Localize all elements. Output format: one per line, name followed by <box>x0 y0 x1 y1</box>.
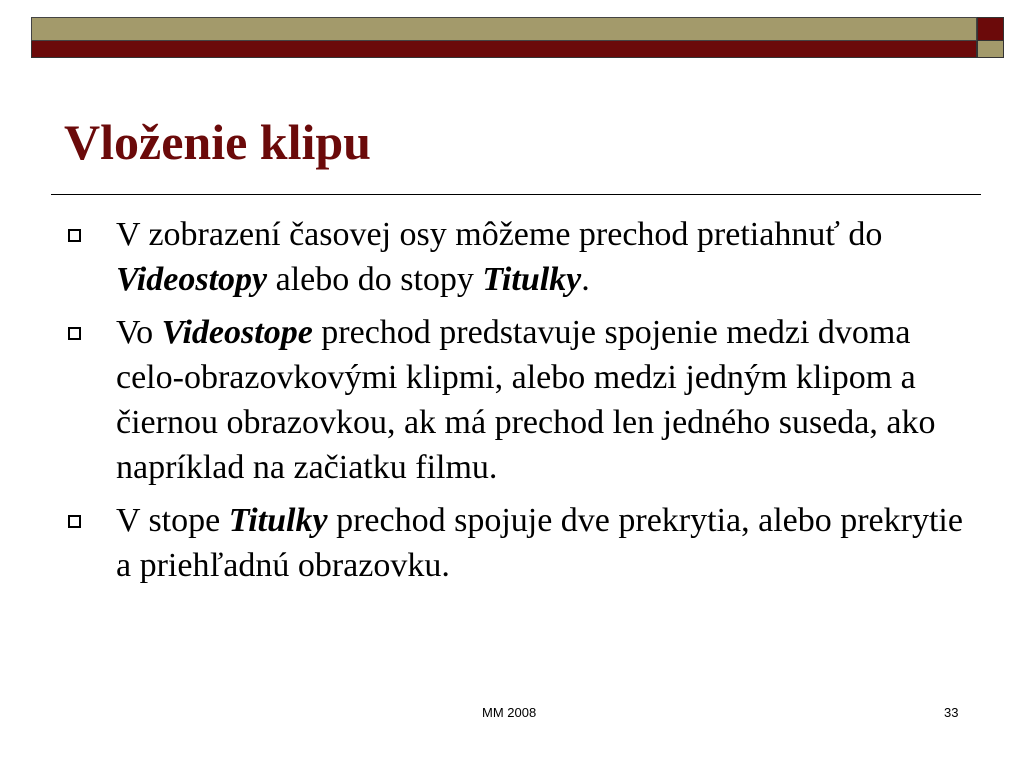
bullet-text: alebo do stopy <box>267 261 483 298</box>
header-bar-maroon <box>31 41 977 58</box>
bullet-emphasis: Titulky <box>482 261 582 298</box>
square-bullet-icon <box>68 515 81 528</box>
bullet-emphasis: Titulky <box>228 502 328 539</box>
title-divider <box>51 194 981 195</box>
bullet-item <box>0 212 1024 302</box>
page-number: 33 <box>944 705 959 720</box>
header-square-maroon <box>977 17 1004 41</box>
header-square-olive <box>977 41 1004 58</box>
slide-title: Vloženie klipu <box>64 114 371 170</box>
bullet-emphasis: Videostopy <box>116 261 268 298</box>
square-bullet-icon <box>68 229 81 242</box>
bullet-text: V stope <box>116 502 229 539</box>
bullet-text: . <box>581 261 590 298</box>
header-bar-olive <box>31 17 977 41</box>
bullet-item <box>0 310 1024 490</box>
bullet-text: Vo <box>116 314 162 351</box>
bullet-emphasis: Videostope <box>161 314 313 351</box>
bullet-item <box>0 498 1024 588</box>
footer-label: MM 2008 <box>482 705 537 720</box>
bullet-list <box>0 212 1024 596</box>
square-bullet-icon <box>68 327 81 340</box>
bullet-text: prechod spojuje dve prekrytia, alebo prekrytie a priehľadnú obrazovku. <box>116 502 963 584</box>
bullet-text: prechod predstavuje spojenie medzi dvoma celo-obrazovkovými klipmi, alebo medzi jedným klipom a čiernou obrazovkou, ak má prechod len jedného suseda, ako napríklad na začiatku filmu. <box>116 314 936 486</box>
bullet-text: V zobrazení časovej osy môžeme prechod pretiahnuť do <box>116 216 883 253</box>
